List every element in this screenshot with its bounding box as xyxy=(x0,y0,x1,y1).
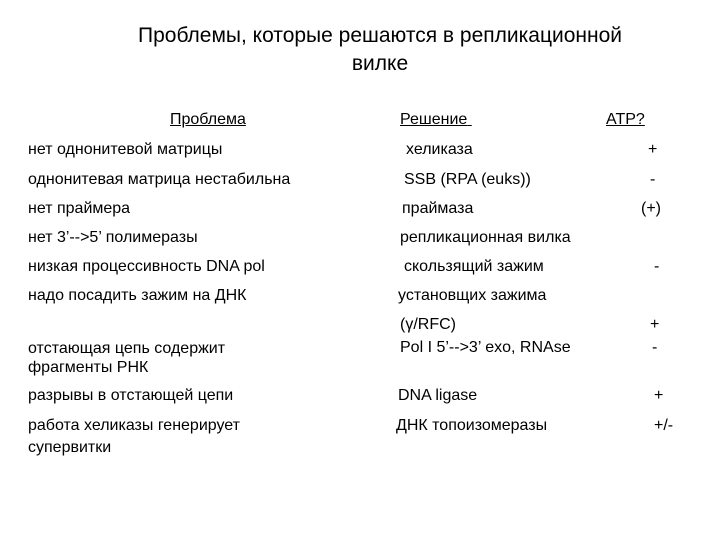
atp-cell: - xyxy=(654,258,660,275)
solution-cell: DNA ligase xyxy=(398,387,478,404)
problem-cell: фрагменты РНК xyxy=(28,359,149,376)
atp-cell: +/- xyxy=(654,417,674,434)
title-line-1: Проблемы, которые решаются в репликационной xyxy=(138,24,622,47)
problem-cell: отстающая цепь содержит xyxy=(28,340,226,357)
atp-cell: - xyxy=(652,339,658,356)
problem-cell: однонитевая матрица нестабильна xyxy=(28,171,291,188)
solution-cell: (γ/RFC) xyxy=(400,316,456,333)
problem-cell: нет однонитевой матрицы xyxy=(28,141,223,158)
slide-title xyxy=(40,22,720,78)
atp-cell: + xyxy=(648,141,658,158)
solution-cell: репликационная вилка xyxy=(400,229,571,246)
problem-cell: нет праймера xyxy=(28,200,131,217)
problem-cell: работа хеликазы генерирует xyxy=(28,417,240,434)
atp-cell: - xyxy=(650,171,656,188)
header-problem: Проблема xyxy=(170,111,246,128)
header-underline-gap xyxy=(467,110,587,130)
header-atp: ATP? xyxy=(606,111,645,128)
solution-cell: праймаза xyxy=(402,200,474,217)
solution-cell: хеликаза xyxy=(406,141,473,158)
solution-cell: ДНК топоизомеразы xyxy=(396,417,548,434)
header-solution-label: Решение xyxy=(400,111,468,128)
problem-cell: нет 3’-->5’ полимеразы xyxy=(28,229,198,246)
atp-cell: (+) xyxy=(641,200,661,217)
title-line-2: вилке xyxy=(351,52,409,75)
solution-cell: установщих зажима xyxy=(398,287,547,304)
problem-cell: низкая процессивность DNA pol xyxy=(28,258,265,275)
solution-cell: SSB (RPA (euks)) xyxy=(404,171,531,188)
problem-cell: надо посадить зажим на ДНК xyxy=(28,287,247,304)
problem-cell: супервитки xyxy=(28,439,112,456)
header-solution xyxy=(400,110,587,130)
solution-cell: Pol I 5’-->3’ exo, RNAse xyxy=(400,339,571,356)
problem-cell: разрывы в отстающей цепи xyxy=(28,387,234,404)
atp-cell: + xyxy=(654,387,664,404)
atp-cell: + xyxy=(650,316,660,333)
solution-cell: скользящий зажим xyxy=(404,258,544,275)
